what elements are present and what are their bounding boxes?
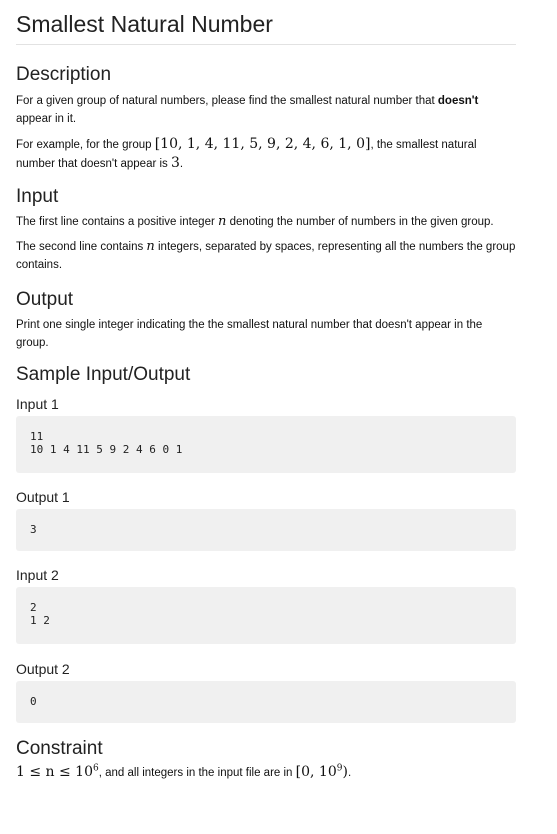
description-p1-bold: doesn't (437, 95, 479, 107)
output-paragraph: Print one single integer indicating the the smallest natural number that doesn't appear in the group. (16, 319, 483, 349)
description-p1-text: For a given group of natural numbers, please find the smallest natural number that (16, 95, 438, 107)
constraint-paragraph (16, 763, 516, 782)
description-paragraph-1 (16, 92, 516, 128)
description-paragraph-2 (16, 135, 516, 173)
input-1-line-2: 10 1 4 11 5 9 2 4 6 0 1 (30, 443, 183, 456)
input-2-code (16, 587, 516, 644)
input-2-line-2: 1 2 (30, 614, 50, 627)
input-heading: Input (16, 186, 59, 207)
output-2-label: Output 2 (16, 661, 70, 677)
constraint-n-range-math: $1 \le n \le 10^6$ (16, 763, 99, 780)
constraint-text-mid: , and all integers in the input file are in (98, 767, 296, 779)
input-1-label: Input 1 (16, 396, 59, 412)
input-p1-pre: The first line contains a positive integer (16, 216, 218, 228)
variable-n: n (146, 239, 155, 254)
variable-n: n (218, 214, 227, 229)
input-1-code (16, 416, 516, 473)
output-1-label: Output 1 (16, 489, 70, 505)
input-2-line-1: 2 (30, 601, 37, 614)
input-p1-post: denoting the number of numbers in the given group. (226, 216, 494, 228)
input-paragraph-1 (16, 213, 516, 231)
constraint-text-end: . (347, 767, 352, 779)
output-1-code: 3 (16, 509, 516, 551)
example-group-math: [10, 1, 4, 11, 5, 9, 2, 4, 6, 1, 0] (154, 136, 371, 152)
output-2-code: 0 (16, 681, 516, 723)
input-1-line-1: 11 (30, 430, 44, 443)
example-answer-math: 3 (171, 155, 180, 171)
samples-heading: Sample Input/Output (16, 364, 191, 385)
input-p2-pre: The second line contains (16, 241, 147, 253)
description-p1-tail: appear in it. (16, 113, 77, 125)
description-p2-pre: For example, for the group (16, 139, 155, 151)
output-heading: Output (16, 289, 74, 310)
input-paragraph-2 (16, 238, 516, 274)
input-p2-post: integers, separated by spaces, representing all the numbers the group contains. (16, 241, 516, 271)
constraint-value-range-math: [0, $10^9$) (295, 763, 348, 780)
input-2-label: Input 2 (16, 567, 59, 583)
constraint-heading: Constraint (16, 738, 103, 759)
description-p2-end: . (179, 158, 184, 170)
description-heading: Description (16, 64, 112, 85)
description-p2-mid: , the smallest natural number that doesn't appear is (16, 139, 477, 170)
page-title: Smallest Natural Number (16, 0, 516, 45)
